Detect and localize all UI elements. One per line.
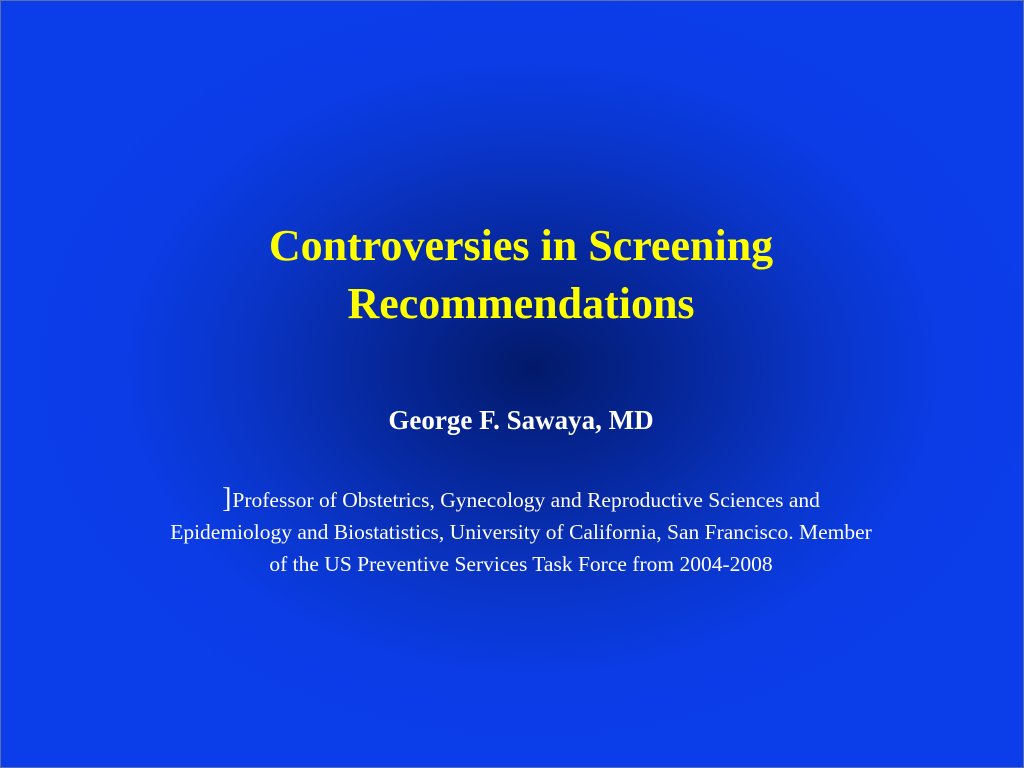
bio-line-2: Epidemiology and Biostatistics, University of California, San Francisco. Member: [170, 520, 872, 544]
slide-title-line-2: Recommendations: [347, 279, 695, 328]
author-bio: [91, 484, 951, 580]
slide-title-line-1: Controversies in Screening: [268, 221, 774, 270]
bio-text-1: Professor of Obstetrics, Gynecology and Reproductive Sciences and: [232, 488, 820, 512]
bullet-icon: ]: [222, 483, 232, 514]
author-name: George F. Sawaya, MD: [388, 405, 654, 435]
bio-line-1: [91, 484, 951, 516]
bio-line-3: of the US Preventive Services Task Force from 2004-2008: [269, 552, 773, 576]
slide-title: [1, 217, 1024, 333]
